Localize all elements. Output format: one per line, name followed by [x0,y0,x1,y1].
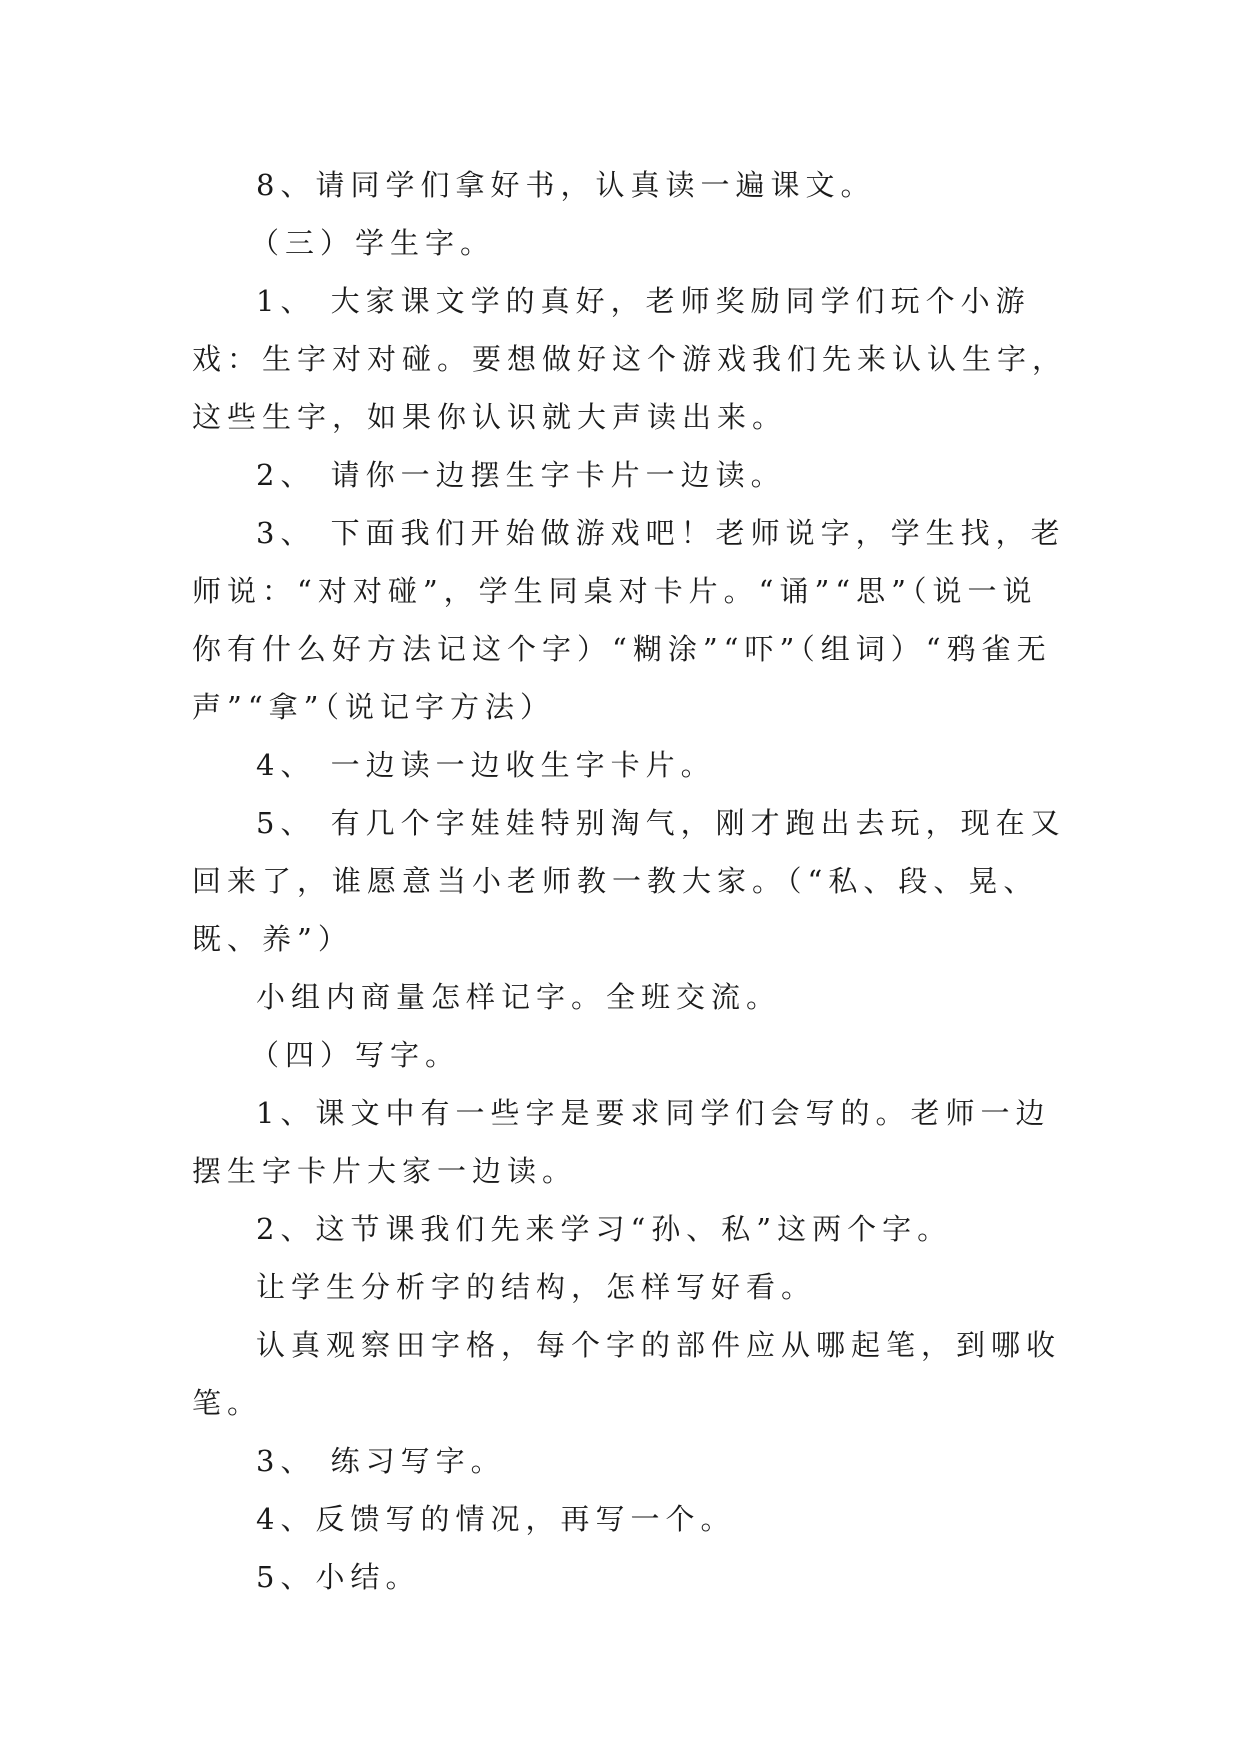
section-heading-writing: （四）写字。 [250,1038,461,1072]
paragraph-observe-grid: 认真观察田字格，每个字的部件应从哪起笔，到哪收笔。 [192,1328,1062,1420]
section-heading-learn-characters: （三）学生字。 [250,226,496,260]
paragraph-step-2-cards: 2、 请你一边摆生字卡片一边读。 [256,458,786,492]
paragraph-writing-step-3: 3、 练习写字。 [256,1444,506,1478]
paragraph-writing-step-4: 4、反馈写的情况，再写一个。 [256,1502,736,1536]
paragraph-step-8-read-text: 8、请同学们拿好书，认真读一遍课文。 [256,168,876,202]
paragraph-writing-step-1: 1、课文中有一些字是要求同学们会写的。老师一边摆生字卡片大家一边读。 [192,1096,1051,1188]
paragraph-writing-step-2: 2、这节课我们先来学习“孙、私”这两个字。 [256,1212,953,1246]
document-body [192,156,1072,1606]
paragraph-step-3-game: 3、 下面我们开始做游戏吧！老师说字，学生找，老师说：“对对碰”，学生同桌对卡片。“诵”“思”（说一说你有什么好方法记这个字）“糊涂”“吓”（组词）“鸦雀无声”“拿”（说记字方法） [192,516,1066,724]
paragraph-group-discussion: 小组内商量怎样记字。全班交流。 [256,980,782,1014]
paragraph-step-5-naughty-characters: 5、 有几个字娃娃特别淘气，刚才跑出去玩，现在又回来了，谁愿意当小老师教一教大家。（“私、段、晃、既、养”） [192,806,1066,956]
paragraph-writing-step-5: 5、小结。 [256,1560,421,1594]
paragraph-step-4-collect-cards: 4、 一边读一边收生字卡片。 [256,748,716,782]
paragraph-analyze-structure: 让学生分析字的结构，怎样写好看。 [256,1270,817,1304]
paragraph-step-1-game-intro: 1、 大家课文学的真好，老师奖励同学们玩个小游戏：生字对对碰。要想做好这个游戏我们先来认认生字，这些生字，如果你认识就大声读出来。 [192,284,1068,434]
